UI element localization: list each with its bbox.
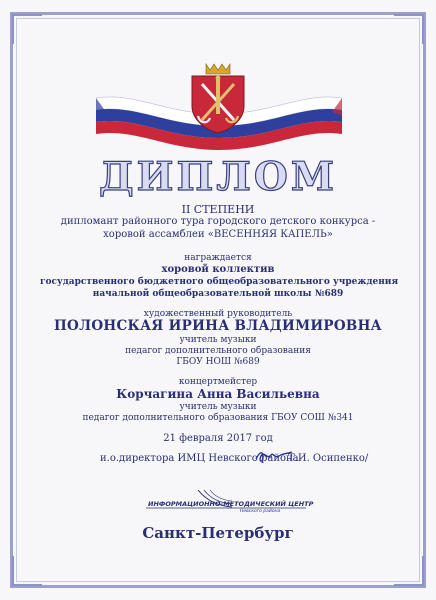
signatory-name: Т.И. Осипенко/ xyxy=(288,453,369,464)
accompanist-name: Корчагина Анна Васильевна xyxy=(116,387,320,401)
contest-line-2: хоровой ассамблеи «ВЕСЕННЯЯ КАПЕЛЬ» xyxy=(103,229,333,240)
director-school: ГБОУ НОШ №689 xyxy=(176,357,260,367)
accompanist-qualification: педагог дополнительного образования ГБОУ СОШ №341 xyxy=(82,413,354,423)
logo-text: ИНФОРМАЦИОННО-МЕТОДИЧЕСКИЙ ЦЕНТР xyxy=(148,500,314,508)
director-position: учитель музыки xyxy=(179,335,257,345)
city-name: Санкт-Петербург xyxy=(142,524,294,542)
logo-subtext: Невского района xyxy=(240,509,281,514)
signature-row xyxy=(100,453,380,469)
city-emblem-icon xyxy=(188,60,248,134)
accompanist-role: концертмейстер xyxy=(178,377,258,387)
director-role: художественный руководитель xyxy=(143,309,293,319)
frame-corner-ornament xyxy=(394,14,424,44)
director-qualification: педагог дополнительного образования xyxy=(125,346,311,356)
school-line-2: начальной общеобразовательной школы №689 xyxy=(92,289,344,299)
diploma-title: ДИПЛОМ xyxy=(99,154,337,200)
frame-corner-ornament xyxy=(12,556,42,586)
recipient-name: хоровой коллектив xyxy=(161,264,275,275)
diploma-date: 21 февраля 2017 год xyxy=(163,433,273,444)
school-line-1: государственного бюджетного общеобразовательного учреждения xyxy=(40,277,399,287)
accompanist-position: учитель музыки xyxy=(179,402,257,412)
frame-corner-ornament xyxy=(12,14,42,44)
awarded-label: награждается xyxy=(184,253,252,263)
frame-corner-ornament xyxy=(394,556,424,586)
contest-line-1: дипломант районного тура городского детского конкурса - xyxy=(60,216,376,227)
signatory-title: и.о.директора ИМЦ Невского района xyxy=(100,453,299,464)
director-name: ПОЛОНСКАЯ ИРИНА ВЛАДИМИРОВНА xyxy=(54,318,382,334)
degree-text: II СТЕПЕНИ xyxy=(181,203,255,216)
